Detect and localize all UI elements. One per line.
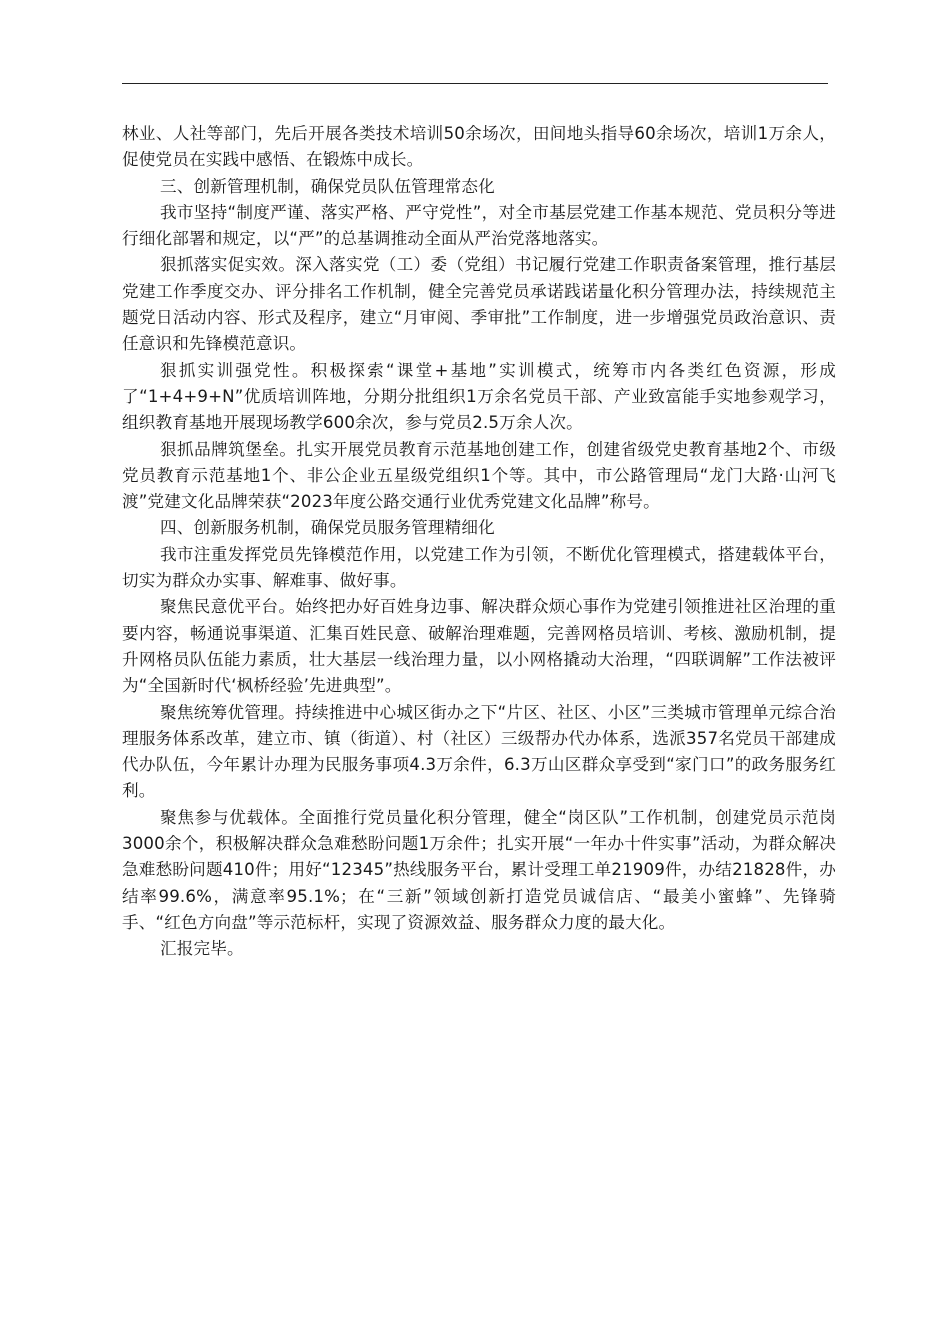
paragraph-section3-intro: 我市坚持“制度严谨、落实严格、严守党性”，对全市基层党建工作基本规范、党员积分等进行细化部署和规定，以“严”的总基调推动全面从严治党落地落实。 — [122, 202, 836, 249]
paragraph-training-continued: 林业、人社等部门，先后开展各类技术培训50余场次，田间地头指导60余场次，培训1万余人，促使党员在实践中感悟、在锻炼中成长。 — [122, 124, 836, 170]
paragraph-public-opinion: 聚焦民意优平台。始终把办好百姓身边事、解决群众烦心事作为党建引领推进社区治理的重要内容，畅通说事渠道、汇集百姓民意、破解治理难题，完善网格员培训、考核、激励机制，提升网格员队伍能力素质，壮大基层一线治理力量，以小网格撬动大治理，“四联调解”工作法被评为“全国新时代‘枫桥经验’先进典型”。 — [122, 597, 836, 696]
section-heading-3: 三、创新管理机制，确保党员队伍管理常态化 — [160, 176, 495, 196]
section-heading-4: 四、创新服务机制，确保党员服务管理精细化 — [160, 518, 495, 538]
paragraph-section4-intro: 我市注重发挥党员先锋模范作用，以党建工作为引领，不断优化管理模式，搭建载体平台，切实为群众办实事、解难事、做好事。 — [122, 544, 836, 591]
paragraph-training: 狠抓实训强党性。积极探索“课堂+基地”实训模式，统筹市内各类红色资源，形成了“1+4+9+N”优质培训阵地，分期分批组织1万余名党员干部、产业致富能手实地参观学习，组织教育基地开展现场教学600余次，参与党员2.5万余人次。 — [122, 360, 836, 433]
paragraph-closing: 汇报完毕。 — [160, 939, 244, 959]
paragraph-participation: 聚焦参与优载体。全面推行党员量化积分管理，健全“岗区队”工作机制，创建党员示范岗3000余个，积极解决群众急难愁盼问题1万余件；扎实开展“一年办十件实事”活动，为群众解决急难愁盼问题410件；用好“12345”热线服务平台，累计受理工单21909件，办结21828件，办结率99.6%，满意率95.1%；在“三新”领域创新打造党员诚信店、“最美小蜜蜂”、先锋骑手、“红色方向盘”等示范标杆，实现了资源效益、服务群众力度的最大化。 — [122, 807, 836, 932]
paragraph-implementation: 狠抓落实促实效。深入落实党（工）委（党组）书记履行党建工作职责备案管理，推行基层党建工作季度交办、评分排名工作机制，健全完善党员承诺践诺量化积分管理办法，持续规范主题党日活动内容、形式及程序，建立“月审阅、季审批”工作制度，进一步增强党员政治意识、责任意识和先锋模范意识。 — [122, 255, 836, 354]
paragraph-brand: 狠抓品牌筑堡垒。扎实开展党员教育示范基地创建工作，创建省级党史教育基地2个、市级党员教育示范基地1个、非公企业五星级党组织1个等。其中，市公路管理局“龙门大路·山河飞渡”党建文化品牌荣获“2023年度公路交通行业优秀党建文化品牌”称号。 — [122, 439, 836, 512]
header-rule — [122, 83, 828, 84]
document-body — [122, 121, 836, 963]
paragraph-coordination: 聚焦统筹优管理。持续推进中心城区街办之下“片区、社区、小区”三类城市管理单元综合治理服务体系改革，建立市、镇（街道）、村（社区）三级帮办代办体系，选派357名党员干部建成代办队伍，今年累计办理为民服务事项4.3万余件，6.3万山区群众享受到“家门口”的政务服务红利。 — [122, 702, 836, 801]
